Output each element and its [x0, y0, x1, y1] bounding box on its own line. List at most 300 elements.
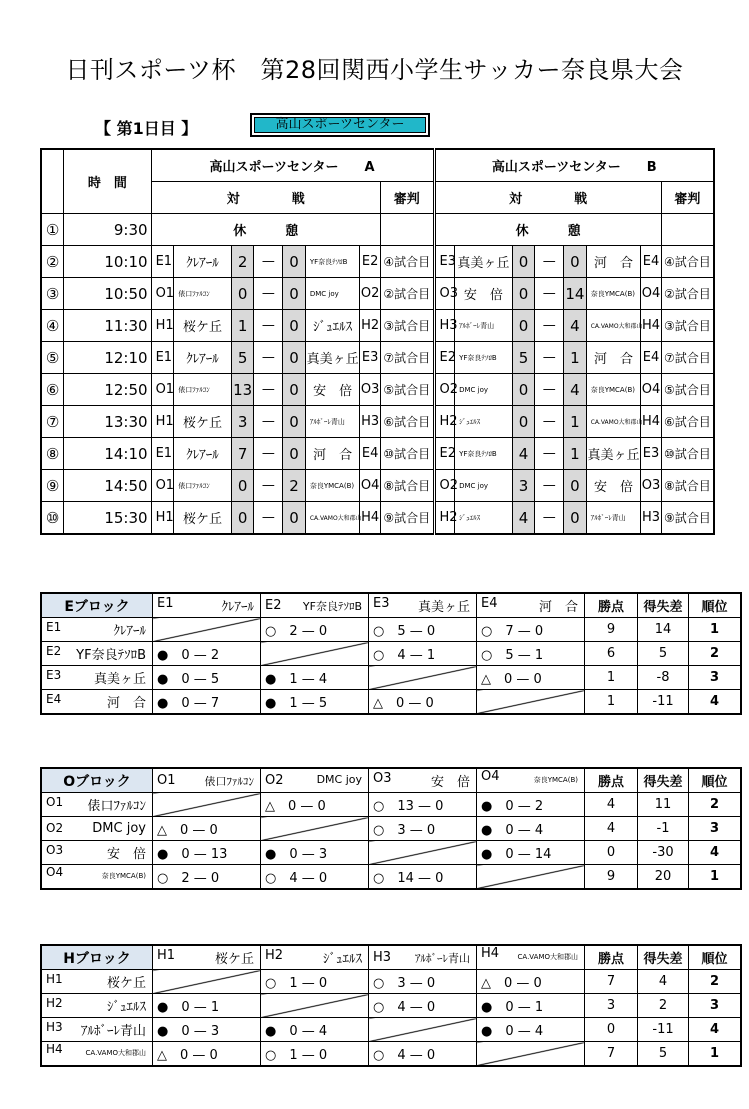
self-match-cell [369, 666, 477, 690]
row-team [41, 817, 153, 841]
team-code: H2 [265, 948, 284, 963]
match-time: 12:50 [64, 374, 151, 406]
team1-name: 真美ヶ丘 [455, 246, 513, 278]
result-cell: ● 0 — 4 [477, 1018, 585, 1042]
goal-diff: 5 [638, 642, 689, 666]
team1-code: E1 [151, 342, 174, 374]
match-time: 10:50 [64, 278, 151, 310]
header-referee-a: 審判 [380, 182, 434, 214]
referee-assignment: ⑤試合目 [380, 374, 434, 406]
match-time: 10:10 [64, 246, 151, 278]
rank: 1 [689, 1042, 742, 1067]
team-code: H1 [157, 948, 176, 963]
schedule-row [41, 406, 714, 438]
referee-assignment: ③試合目 [380, 310, 434, 342]
referee-assignment: ⑨試合目 [661, 502, 714, 535]
score-dash: — [535, 502, 564, 535]
block-name: Hブロック [41, 945, 153, 970]
match-time: 14:50 [64, 470, 151, 502]
team2-name: 河 合 [305, 438, 360, 470]
team-code: H4 [481, 946, 500, 961]
rank: 3 [689, 666, 742, 690]
match-number: ⑤ [41, 342, 64, 374]
block-name: Eブロック [41, 593, 153, 618]
result-cell: ○ 4 — 0 [369, 1042, 477, 1067]
row-team [41, 618, 153, 642]
result-cell: ○ 4 — 0 [369, 994, 477, 1018]
standings-row [41, 690, 741, 715]
team2-code: O3 [360, 374, 381, 406]
team-header [369, 768, 477, 793]
referee-assignment: ⑦試合目 [380, 342, 434, 374]
score-dash: — [254, 278, 283, 310]
match-number: ④ [41, 310, 64, 342]
team1-score: 0 [231, 470, 254, 502]
team1-name: DMC joy [455, 374, 513, 406]
schedule-row [41, 310, 714, 342]
team-name: 河 合 [538, 600, 578, 615]
team-code: E3 [373, 596, 390, 611]
team2-score: 0 [283, 278, 306, 310]
team-name: YF奈良ﾃｿﾛB [76, 648, 146, 663]
referee-assignment: ⑤試合目 [661, 374, 714, 406]
team2-name: 河 合 [586, 342, 641, 374]
points: 4 [585, 793, 638, 817]
team2-score: 1 [564, 342, 587, 374]
team1-name: ｸﾚｱｰﾙ [174, 342, 232, 374]
schedule-row [41, 470, 714, 502]
team2-score: 2 [283, 470, 306, 502]
team1-name: 俵口ﾌｧﾙｺﾝ [174, 374, 232, 406]
team1-code: H1 [151, 406, 174, 438]
score-dash: — [535, 342, 564, 374]
team2-name: 奈良YMCA(B) [586, 374, 641, 406]
row-team [41, 690, 153, 715]
match-time: 15:30 [64, 502, 151, 535]
team-name: CA.VAMO大和郡山 [517, 953, 578, 961]
row-team [41, 793, 153, 817]
team1-code: O3 [434, 278, 455, 310]
team2-score: 14 [564, 278, 587, 310]
team2-code: O4 [641, 278, 662, 310]
score-dash: — [535, 438, 564, 470]
team1-name: ｼﾞｭｴﾙｽ [455, 406, 513, 438]
team-name: ｼﾞｭｴﾙｽ [323, 952, 362, 967]
team-code: E3 [46, 668, 62, 682]
team-name: 桜ケ丘 [106, 976, 146, 991]
goal-diff: -11 [638, 690, 689, 715]
team1-score: 7 [231, 438, 254, 470]
team2-code: H3 [641, 502, 662, 535]
team1-name: YF奈良ﾃｿﾛB [455, 438, 513, 470]
team-code: O4 [481, 769, 500, 784]
result-cell: △ 0 — 0 [153, 817, 261, 841]
referee-assignment: ⑨試合目 [380, 502, 434, 535]
team-code: H2 [46, 996, 63, 1010]
e-block-table [40, 592, 742, 715]
referee-assignment: ⑧試合目 [661, 470, 714, 502]
team2-name: 真美ヶ丘 [586, 438, 641, 470]
points: 0 [585, 841, 638, 865]
o-block-table [40, 767, 742, 890]
result-cell: ○ 13 — 0 [369, 793, 477, 817]
result-cell: ○ 3 — 0 [369, 970, 477, 994]
team1-score: 5 [231, 342, 254, 374]
referee-assignment: ⑩試合目 [380, 438, 434, 470]
referee-assignment: ⑧試合目 [380, 470, 434, 502]
score-dash: — [535, 374, 564, 406]
team-header [153, 593, 261, 618]
team2-code: E4 [641, 246, 662, 278]
score-dash: — [254, 342, 283, 374]
self-match-cell [477, 1042, 585, 1067]
rank: 4 [689, 690, 742, 715]
referee-assignment: ⑥試合目 [380, 406, 434, 438]
team2-code: E2 [360, 246, 381, 278]
team1-name: 桜ケ丘 [174, 406, 232, 438]
match-number: ③ [41, 278, 64, 310]
team-code: H3 [46, 1020, 63, 1034]
team-name: CA.VAMO大和郡山 [85, 1049, 146, 1057]
team-name: 河 合 [106, 696, 146, 711]
team2-score: 0 [564, 470, 587, 502]
match-number: ⑩ [41, 502, 64, 535]
schedule-row [41, 438, 714, 470]
team1-score: 1 [231, 310, 254, 342]
score-dash: — [254, 406, 283, 438]
team1-code: H1 [151, 502, 174, 535]
team2-code: E3 [641, 438, 662, 470]
standings-row [41, 793, 741, 817]
team-name: 真美ヶ丘 [93, 672, 146, 687]
points: 9 [585, 618, 638, 642]
team-name: ｱﾙﾎﾞｰﾚ青山 [415, 951, 470, 965]
standings-row [41, 1018, 741, 1042]
team1-name: ｸﾚｱｰﾙ [174, 438, 232, 470]
venue-banner: 高山スポーツセンター [250, 113, 430, 137]
points: 6 [585, 642, 638, 666]
team2-name: 奈良YMCA(B) [586, 278, 641, 310]
self-match-cell [153, 793, 261, 817]
result-cell: ● 0 — 7 [153, 690, 261, 715]
standings-row [41, 642, 741, 666]
score-dash: — [254, 502, 283, 535]
result-cell: ○ 5 — 0 [369, 618, 477, 642]
goal-diff: 11 [638, 793, 689, 817]
team2-code: E4 [641, 342, 662, 374]
match-number: ⑦ [41, 406, 64, 438]
score-dash: — [254, 438, 283, 470]
row-team [41, 666, 153, 690]
team1-score: 0 [512, 310, 535, 342]
team1-code: E1 [151, 438, 174, 470]
standings-row [41, 666, 741, 690]
team1-code: O1 [151, 470, 174, 502]
goal-diff: -30 [638, 841, 689, 865]
team-code: O2 [46, 821, 64, 835]
row-team [41, 642, 153, 666]
team-name: ｸﾚｱｰﾙ [113, 624, 146, 639]
result-cell: ● 1 — 5 [261, 690, 369, 715]
points: 4 [585, 817, 638, 841]
result-cell: ○ 3 — 0 [369, 817, 477, 841]
score-dash: — [254, 374, 283, 406]
team2-code: O2 [360, 278, 381, 310]
team1-code: O1 [151, 374, 174, 406]
team2-name: CA.VAMO大和郡山 [305, 502, 360, 535]
team1-score: 3 [231, 406, 254, 438]
result-cell: ● 0 — 1 [153, 994, 261, 1018]
header-venue-b: 高山スポーツセンター B [434, 149, 714, 182]
team2-name: 奈良YMCA(B) [305, 470, 360, 502]
team1-code: H3 [434, 310, 455, 342]
team2-score: 0 [564, 502, 587, 535]
goal-diff: -8 [638, 666, 689, 690]
team1-name: 桜ケ丘 [174, 502, 232, 535]
col-header: 得失差 [638, 945, 689, 970]
team2-name: YF奈良ﾃｿﾛB [305, 246, 360, 278]
col-header: 勝点 [585, 768, 638, 793]
schedule-row [41, 278, 714, 310]
result-cell: △ 0 — 0 [477, 666, 585, 690]
score-dash: — [535, 470, 564, 502]
team2-code: H3 [360, 406, 381, 438]
team-name: DMC joy [316, 773, 362, 786]
match-number: ⑨ [41, 470, 64, 502]
score-dash: — [254, 470, 283, 502]
goal-diff: 5 [638, 1042, 689, 1067]
row-team [41, 1042, 153, 1067]
team1-code: H2 [434, 502, 455, 535]
result-cell: ○ 5 — 1 [477, 642, 585, 666]
schedule-row [41, 246, 714, 278]
team2-score: 1 [564, 406, 587, 438]
team-header [369, 593, 477, 618]
team2-score: 0 [564, 246, 587, 278]
team2-code: O4 [360, 470, 381, 502]
points: 7 [585, 970, 638, 994]
score-dash: — [535, 406, 564, 438]
col-header: 得失差 [638, 593, 689, 618]
result-cell: ○ 4 — 1 [369, 642, 477, 666]
match-number: ① [41, 214, 64, 246]
header-time: 時 間 [64, 149, 151, 214]
self-match-cell [261, 642, 369, 666]
referee-assignment: ⑦試合目 [661, 342, 714, 374]
match-time: 12:10 [64, 342, 151, 374]
team-code: O4 [46, 865, 64, 879]
team-code: E2 [265, 597, 282, 613]
team1-score: 4 [512, 502, 535, 535]
team-header [477, 593, 585, 618]
header-corner [41, 149, 64, 214]
team-name: 奈良YMCA(B) [533, 776, 578, 784]
self-match-cell [261, 994, 369, 1018]
team1-name: 俵口ﾌｧﾙｺﾝ [174, 278, 232, 310]
row-team [41, 1018, 153, 1042]
points: 0 [585, 1018, 638, 1042]
referee-assignment: ⑩試合目 [661, 438, 714, 470]
team2-name: CA.VAMO大和郡山 [586, 310, 641, 342]
standings-row [41, 618, 741, 642]
result-cell: ○ 1 — 0 [261, 1042, 369, 1067]
team2-code: E4 [360, 438, 381, 470]
match-time: 11:30 [64, 310, 151, 342]
team1-score: 0 [231, 502, 254, 535]
team2-name: 安 倍 [586, 470, 641, 502]
result-cell: ● 0 — 4 [477, 817, 585, 841]
result-cell: ○ 7 — 0 [477, 618, 585, 642]
self-match-cell [369, 841, 477, 865]
team-code: H3 [373, 949, 392, 965]
standings-row [41, 841, 741, 865]
team1-name: ｱﾙﾎﾞｰﾚ青山 [455, 310, 513, 342]
team-header [153, 768, 261, 793]
match-time: 9:30 [64, 214, 151, 246]
team-code: E1 [46, 620, 62, 634]
referee-a [380, 214, 434, 246]
h-block-table [40, 944, 742, 1067]
referee-assignment: ②試合目 [380, 278, 434, 310]
col-header: 勝点 [585, 593, 638, 618]
points: 7 [585, 1042, 638, 1067]
col-header: 勝点 [585, 945, 638, 970]
rank: 4 [689, 841, 742, 865]
row-team [41, 841, 153, 865]
team1-name: ｸﾚｱｰﾙ [174, 246, 232, 278]
team-code: O3 [46, 843, 64, 857]
result-cell: ● 0 — 2 [477, 793, 585, 817]
team2-code: H4 [641, 310, 662, 342]
team2-name: ｼﾞｭｴﾙｽ [305, 310, 360, 342]
schedule-table [40, 148, 715, 535]
schedule-row [41, 502, 714, 535]
result-cell: △ 0 — 0 [369, 690, 477, 715]
team1-score: 0 [512, 374, 535, 406]
team1-code: E2 [434, 438, 455, 470]
col-header: 順位 [689, 593, 742, 618]
team-header [477, 945, 585, 970]
team2-score: 0 [283, 406, 306, 438]
team-code: E4 [481, 596, 498, 611]
team1-score: 4 [512, 438, 535, 470]
result-cell: ● 0 — 14 [477, 841, 585, 865]
result-cell: ● 0 — 1 [477, 994, 585, 1018]
team-code: O1 [157, 772, 176, 788]
team1-name: ｼﾞｭｴﾙｽ [455, 502, 513, 535]
team-name: ｱﾙﾎﾞｰﾚ青山 [80, 1024, 146, 1039]
team-code: H4 [46, 1042, 63, 1056]
team1-code: O1 [151, 278, 174, 310]
team-code: E1 [157, 596, 174, 611]
col-header: 順位 [689, 768, 742, 793]
points: 3 [585, 994, 638, 1018]
team2-code: H4 [641, 406, 662, 438]
team2-code: H4 [360, 502, 381, 535]
self-match-cell [477, 690, 585, 715]
self-match-cell [261, 817, 369, 841]
standings-row [41, 865, 741, 890]
team-name: ｼﾞｭｴﾙｽ [107, 1000, 146, 1015]
team2-score: 0 [283, 246, 306, 278]
rank: 2 [689, 970, 742, 994]
result-cell: ● 1 — 4 [261, 666, 369, 690]
header-vs-a: 対 戦 [151, 182, 380, 214]
team2-code: E3 [360, 342, 381, 374]
match-number: ⑧ [41, 438, 64, 470]
result-cell: ● 0 — 3 [261, 841, 369, 865]
header-venue-a: 高山スポーツセンター A [151, 149, 434, 182]
team1-score: 13 [231, 374, 254, 406]
self-match-cell [153, 970, 261, 994]
team2-score: 0 [283, 342, 306, 374]
points: 9 [585, 865, 638, 890]
rank: 1 [689, 865, 742, 890]
standings-row [41, 994, 741, 1018]
result-cell: ○ 1 — 0 [261, 970, 369, 994]
team1-score: 0 [512, 278, 535, 310]
team-header [261, 768, 369, 793]
goal-diff: -1 [638, 817, 689, 841]
page-title: 日刊スポーツ杯 第28回関西小学生サッカー奈良県大会 [65, 56, 684, 84]
result-cell: △ 0 — 0 [477, 970, 585, 994]
result-cell: ● 0 — 2 [153, 642, 261, 666]
result-cell: ● 0 — 13 [153, 841, 261, 865]
team2-name: DMC joy [305, 278, 360, 310]
result-cell: ● 0 — 4 [261, 1018, 369, 1042]
rank: 4 [689, 1018, 742, 1042]
row-team [41, 970, 153, 994]
team1-score: 0 [231, 278, 254, 310]
team2-code: O3 [641, 470, 662, 502]
row-team [41, 865, 153, 890]
team2-score: 4 [564, 374, 587, 406]
team1-score: 0 [512, 246, 535, 278]
team-code: H1 [46, 972, 63, 986]
result-cell: △ 0 — 0 [261, 793, 369, 817]
referee-assignment: ④試合目 [661, 246, 714, 278]
team1-code: O2 [434, 374, 455, 406]
team-name: YF奈良ﾃｿﾛB [302, 599, 362, 613]
team-header [153, 945, 261, 970]
team-name: DMC joy [92, 821, 146, 836]
self-match-cell [477, 865, 585, 890]
team1-code: H1 [151, 310, 174, 342]
result-cell: ● 0 — 3 [153, 1018, 261, 1042]
row-team [41, 994, 153, 1018]
result-cell: △ 0 — 0 [153, 1042, 261, 1067]
points: 1 [585, 666, 638, 690]
col-header: 得失差 [638, 768, 689, 793]
header-vs-b: 対 戦 [434, 182, 661, 214]
team1-name: DMC joy [455, 470, 513, 502]
match-number: ⑥ [41, 374, 64, 406]
team1-name: 安 倍 [455, 278, 513, 310]
team-name: 安 倍 [430, 775, 470, 790]
result-cell: ● 0 — 5 [153, 666, 261, 690]
goal-diff: 20 [638, 865, 689, 890]
result-cell: ○ 14 — 0 [369, 865, 477, 890]
result-cell: ○ 2 — 0 [261, 618, 369, 642]
block-name: Oブロック [41, 768, 153, 793]
col-header: 順位 [689, 945, 742, 970]
team2-score: 0 [283, 374, 306, 406]
self-match-cell [153, 618, 261, 642]
match-number: ② [41, 246, 64, 278]
team2-name: ｱﾙﾎﾞｰﾚ青山 [586, 502, 641, 535]
score-dash: — [535, 278, 564, 310]
standings-row [41, 970, 741, 994]
